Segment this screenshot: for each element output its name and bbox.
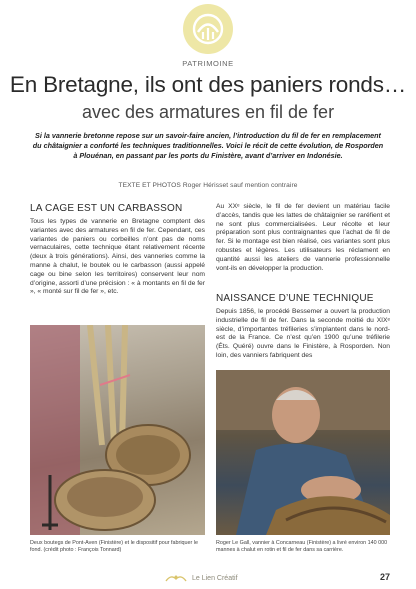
basket-maker-illustration: [216, 370, 390, 535]
caption-basket-maker: Roger Le Gall, vannier à Concarneau (Finistère) a livré environ 140 000 mannes à chalut en rotin et fil de fer dans sa carrière.: [216, 540, 388, 553]
heritage-emblem-icon: [192, 13, 224, 45]
section-body-technique: Depuis 1856, le procédé Bessemer a ouvert la production industrielle de fil de fer. Dans la seconde moitié du XIXᵉ siècle, d’importantes tréfileries s’implantent dans le nord-est de la France. Ce n’est qu’en 1900 qu’une tréfilerie (Éts. Quéré) ouvre dans le Finistère, à Rosporden. Non loin, des vanniers fabriquent des: [216, 308, 390, 359]
section-label: PATRIMOINE: [182, 59, 234, 68]
photo-baskets: [30, 325, 205, 535]
photo-basket-maker: [216, 370, 390, 535]
column-right-top: [216, 203, 390, 273]
column-left: [30, 203, 205, 297]
section-body-cage: Tous les types de vannerie en Bretagne comptent des variantes avec des armatures en fil de fer. Cependant, ces variantes de paniers ou corbeilles n’ont pas de noms vernaculaires, cette technique étant relativement récente (deux à trois générations). Ainsi, des vanneries comme la manne à chalut, le boutek ou le carbasson (aussi appelé cage ou bine selon les territoires) conservent leur nom d’origine, assorti d’une précision : « à montants en fil de fer », « monté sur fil de fer », etc.: [30, 218, 205, 296]
article-title: En Bretagne, ils ont des paniers ronds…: [9, 72, 407, 97]
footer-brand: [165, 573, 238, 583]
section-heading-cage: LA CAGE EST UN CARBASSON: [30, 203, 183, 214]
article-intro: Si la vannerie bretonne repose sur un savoir-faire ancien, l’introduction du fil de fer en remplacement du châtaignier a conforté les techniques traditionnelles. Voici le récit de cette évolution, de Rosporden à Plouénan, en passant par les ports du Finistère, avant d’arriver en Indonésie.: [32, 131, 384, 160]
body-paragraph-20th-century: Au XXᵉ siècle, le fil de fer devient un matériau facile d’accès, tandis que les lattes de châtaignier se raréfient et ne sont plus commercialisées. Leur récolte et leur préparation sont plus contraignantes que l’achat de fil de fer. Si le montage est bien réalisé, ces variantes sont plus robustes et légères. Les utilisateurs les réclament en quantité aussi les ateliers de vannerie professionnelle vont-ils en développer la production.: [216, 203, 390, 272]
page-number: 27: [380, 572, 391, 582]
article-credit: TEXTE ET PHOTOS Roger Hérisset sauf mention contraire: [118, 182, 298, 189]
footer-brand-name: Le Lien Créatif: [192, 574, 238, 582]
basket-illustration: [30, 325, 205, 535]
section-heading-technique: NAISSANCE D’UNE TECHNIQUE: [216, 293, 374, 304]
heritage-logo-badge: [183, 4, 233, 54]
brand-logo-icon: [165, 573, 187, 583]
column-right-mid: [216, 293, 390, 361]
caption-baskets: Deux boutegs de Pont-Aven (Finistère) et le dispositif pour fabriquer le fond. (crédit photo : François Tonnard): [30, 540, 198, 553]
article-subtitle: avec des armatures en fil de fer: [81, 102, 335, 122]
